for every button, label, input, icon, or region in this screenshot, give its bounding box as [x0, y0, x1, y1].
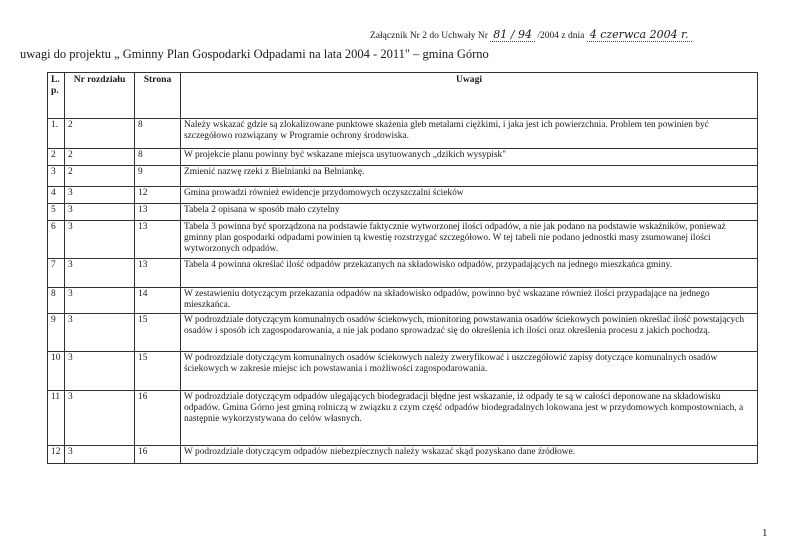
- annex-middle: /2004 z dnia: [537, 31, 585, 41]
- cell-chapter: 3: [65, 259, 135, 288]
- cell-page: 13: [135, 204, 181, 221]
- cell-lp: 12: [48, 446, 65, 464]
- cell-chapter: 3: [65, 352, 135, 391]
- cell-chapter: 3: [65, 314, 135, 352]
- cell-chapter: 3: [65, 221, 135, 259]
- cell-remark: W projekcie planu powinny być wskazane miejsca usytuowanych „dzikich wysypisk": [181, 149, 758, 166]
- cell-page: 13: [135, 259, 181, 288]
- cell-chapter: 2: [65, 149, 135, 166]
- resolution-date-handwritten: 4 czerwca 2004 r.: [587, 28, 692, 42]
- cell-lp: 2: [48, 149, 65, 166]
- document-title: uwagi do projektu „ Gminny Plan Gospodarki Odpadami na lata 2004 - 2011" – gmina Górno: [20, 47, 489, 61]
- cell-page: 8: [135, 149, 181, 166]
- annex-reference: [370, 28, 692, 41]
- cell-lp: 5: [48, 204, 65, 221]
- cell-lp: 3: [48, 166, 65, 187]
- cell-page: 8: [135, 119, 181, 149]
- cell-page: 16: [135, 446, 181, 464]
- table-row: [48, 119, 758, 149]
- cell-lp: 6: [48, 221, 65, 259]
- page-number: 1: [762, 527, 768, 539]
- header-page: Strona: [135, 73, 181, 119]
- table-row: [48, 187, 758, 204]
- cell-chapter: 2: [65, 119, 135, 149]
- cell-page: 16: [135, 391, 181, 446]
- cell-remark: Tabela 4 powinna określać ilość odpadów przekazanych na składowisko odpadów, przypadających na jednego mieszkańca gminy.: [181, 259, 758, 288]
- cell-lp: 1.: [48, 119, 65, 149]
- table-row: [48, 204, 758, 221]
- header-lp: L. p.: [48, 73, 65, 119]
- cell-page: 12: [135, 187, 181, 204]
- cell-remark: Zmienić nazwę rzeki z Bielnianki na Belniankę.: [181, 166, 758, 187]
- header-chapter: Nr rozdziału: [65, 73, 135, 119]
- cell-lp: 10: [48, 352, 65, 391]
- cell-remark: Należy wskazać gdzie są zlokalizowane punktowe skażenia gleb metalami ciężkimi, i jaka jest ich powierzchnia. Problem ten powinien być szczegółowo rozwiązany w Programie ochrony środowiska.: [181, 119, 758, 149]
- table-header-row: [48, 73, 758, 119]
- cell-remark: W podrozdziale dotyczącym odpadów ulegających biodegradacji błędne jest wskazanie, iż odpady te są w całości deponowane na składowisku odpadów. Gmina Górno jest gminą rolniczą w związku z czym część odpadów biodegradalnych lokowana jest w przydomowych kompostowniach, a następnie wykorzystywana do celów własnych.: [181, 391, 758, 446]
- cell-lp: 8: [48, 288, 65, 314]
- cell-lp: 4: [48, 187, 65, 204]
- cell-page: 14: [135, 288, 181, 314]
- cell-chapter: 3: [65, 288, 135, 314]
- annex-prefix: Załącznik Nr 2 do Uchwały Nr: [370, 31, 488, 41]
- table-row: [48, 352, 758, 391]
- cell-remark: W zestawieniu dotyczącym przekazania odpadów na składowisko odpadów, powinno być wskazane również ilości przypadające na jednego mieszkańca.: [181, 288, 758, 314]
- table-row: [48, 149, 758, 166]
- cell-remark: W podrozdziale dotyczącym komunalnych osadów ściekowych należy zweryfikować i uszczegółowić zapisy dotyczące komunalnych osadów ściekowych w zakresie miejsc ich powstawania i możliwości zagospodarowania.: [181, 352, 758, 391]
- table-row: [48, 391, 758, 446]
- cell-remark: W podrozdziale dotyczącym odpadów niebezpiecznych należy wskazać skąd pozyskano dane źródłowe.: [181, 446, 758, 464]
- cell-chapter: 3: [65, 446, 135, 464]
- cell-page: 15: [135, 352, 181, 391]
- remarks-table: [47, 72, 758, 464]
- cell-chapter: 3: [65, 187, 135, 204]
- header-remarks: Uwagi: [181, 73, 758, 119]
- table-row: [48, 166, 758, 187]
- table-row: [48, 314, 758, 352]
- cell-remark: Tabela 3 powinna być sporządzona na podstawie faktycznie wytworzonej ilości odpadów, a nie jak podano na podstawie wskaźników, ponieważ gminny plan gospodarki odpadami powinien tą kwestię rozstrzygać szczegółowo. W tej tabeli nie podano jednostki masy zsumowanej ilości wytworzonych odpadów.: [181, 221, 758, 259]
- resolution-number-handwritten: 81 / 94: [490, 28, 535, 42]
- table-row: [48, 288, 758, 314]
- cell-remark: W podrozdziale dotyczącym komunalnych osadów ściekowych, mionitoring powstawania osadów ściekowych powinien określać ilość powstających osadów i sposób ich zagospodarowania, a nie jak podano sprowadzać się do określenia ich ilości oraz określenia procesu z jakich pochodzą.: [181, 314, 758, 352]
- cell-remark: Tabela 2 opisana w sposób mało czytelny: [181, 204, 758, 221]
- cell-chapter: 3: [65, 204, 135, 221]
- cell-page: 13: [135, 221, 181, 259]
- cell-lp: 9: [48, 314, 65, 352]
- table-row: [48, 446, 758, 464]
- cell-page: 15: [135, 314, 181, 352]
- cell-remark: Gmina prowadzi również ewidencje przydomowych oczyszczalni ścieków: [181, 187, 758, 204]
- cell-chapter: 3: [65, 391, 135, 446]
- cell-lp: 7: [48, 259, 65, 288]
- table-row: [48, 221, 758, 259]
- table-row: [48, 259, 758, 288]
- cell-lp: 11: [48, 391, 65, 446]
- cell-page: 9: [135, 166, 181, 187]
- cell-chapter: 2: [65, 166, 135, 187]
